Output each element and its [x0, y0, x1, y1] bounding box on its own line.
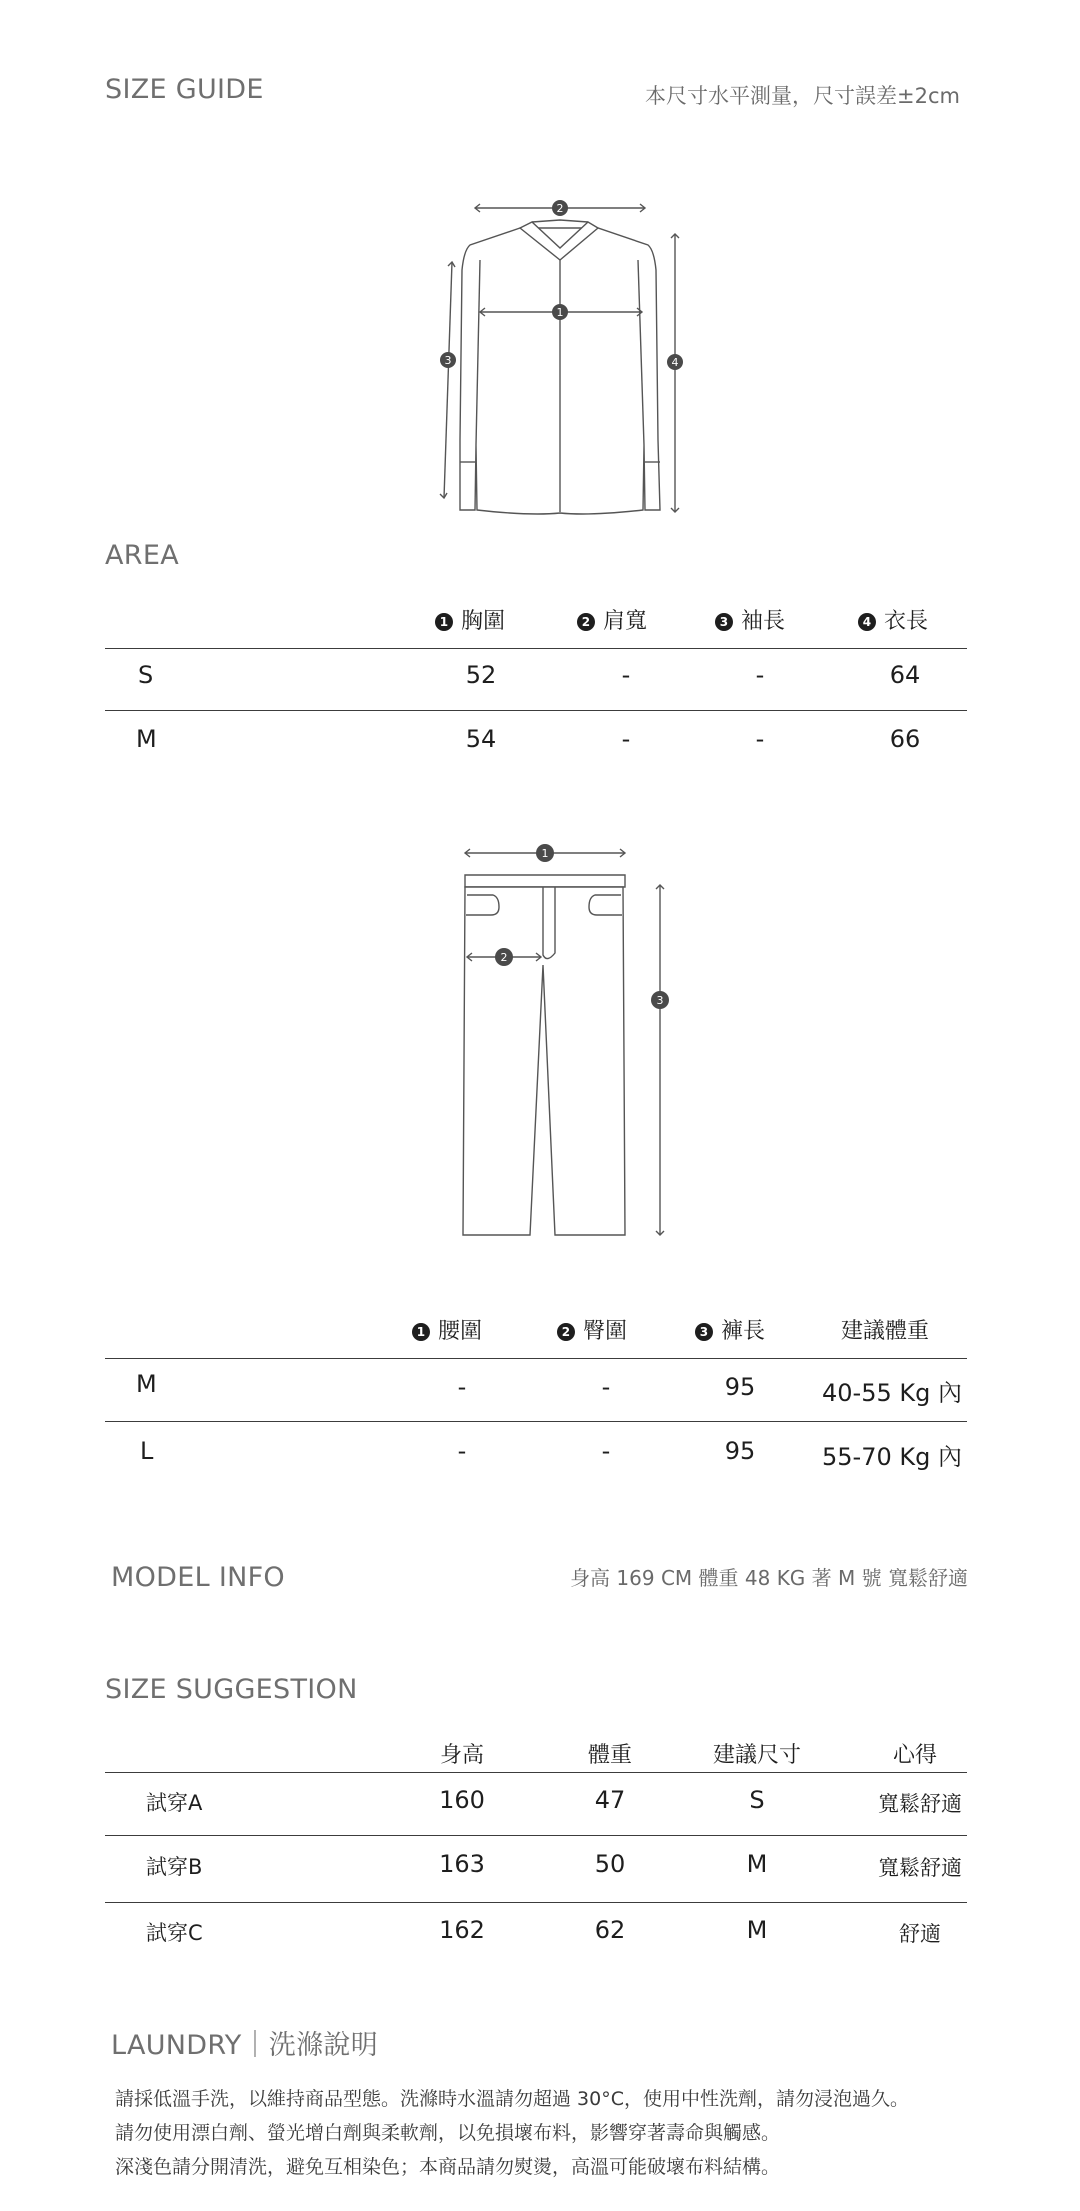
model-info-detail: 身高 169 CM 體重 48 KG 著 M 號 寬鬆舒適: [570, 1566, 968, 1590]
area-cell: 66: [889, 725, 921, 753]
svg-text:2: 2: [500, 951, 508, 964]
area-col-chest: 1 胸圍: [435, 604, 505, 635]
area-cell: -: [755, 661, 765, 689]
suggestion-divider: [105, 1772, 967, 1773]
laundry-line: 請勿使用漂白劑、螢光增白劑與柔軟劑，以免損壞布料，影響穿著壽命與觸感。: [115, 2122, 781, 2144]
suggestion-row-name: 試穿A: [146, 1791, 203, 1815]
area-col-sleeve: 3 袖長: [715, 604, 785, 635]
suggestion-cell: S: [749, 1786, 765, 1814]
pants-cell: 55-70 Kg 內: [822, 1443, 962, 1471]
area-divider: [105, 648, 967, 649]
svg-text:3: 3: [656, 994, 664, 1007]
laundry-line: 請採低溫手洗，以維持商品型態。洗滌時水溫請勿超過 30°C，使用中性洗劑，請勿浸泡過久。: [115, 2088, 909, 2110]
suggestion-cell: 寬鬆舒適: [878, 1792, 962, 1816]
pants-cell: -: [601, 1373, 611, 1401]
area-col-shoulder: 2 肩寬: [577, 604, 647, 635]
area-cell: 64: [889, 661, 921, 689]
model-info-title: MODEL INFO: [111, 1562, 285, 1593]
shirt-diagram: [430, 190, 690, 520]
svg-text:2: 2: [556, 202, 564, 215]
area-cell: -: [755, 725, 765, 753]
pants-row-size: M: [136, 1370, 157, 1398]
pants-cell: -: [457, 1373, 467, 1401]
area-col-length: 4 衣長: [858, 604, 928, 635]
size-suggestion-title: SIZE SUGGESTION: [105, 1674, 358, 1705]
suggestion-divider: [105, 1835, 967, 1836]
laundry-title: LAUNDRY｜洗滌說明: [111, 2030, 379, 2061]
size-guide-title: SIZE GUIDE: [105, 74, 264, 105]
suggestion-cell: 162: [439, 1916, 485, 1944]
suggestion-col-height: 身高: [439, 1743, 485, 1768]
pants-cell: 40-55 Kg 內: [822, 1379, 962, 1407]
suggestion-row-name: 試穿C: [146, 1921, 203, 1945]
pants-col-waist: 1 腰圍: [412, 1314, 482, 1345]
area-cell: -: [621, 725, 631, 753]
pants-col-hip: 2 臀圍: [557, 1314, 627, 1345]
pants-cell: -: [457, 1437, 467, 1465]
suggestion-cell: 160: [439, 1786, 485, 1814]
svg-text:4: 4: [671, 356, 679, 369]
pants-cell: -: [601, 1437, 611, 1465]
suggestion-cell: 47: [594, 1786, 626, 1814]
suggestion-row-name: 試穿B: [146, 1855, 203, 1879]
area-cell: 54: [465, 725, 497, 753]
suggestion-cell: 62: [594, 1916, 626, 1944]
area-title: AREA: [105, 540, 179, 571]
pants-col-weight: 建議體重: [840, 1319, 930, 1344]
pants-divider: [105, 1421, 967, 1422]
laundry-line: 深淺色請分開清洗，避免互相染色；本商品請勿熨燙，高溫可能破壞布料結構。: [115, 2156, 781, 2178]
suggestion-cell: M: [746, 1850, 768, 1878]
pants-cell: 95: [724, 1373, 756, 1401]
suggestion-cell: 163: [439, 1850, 485, 1878]
pants-col-length: 3 褲長: [695, 1314, 765, 1345]
svg-text:1: 1: [556, 306, 564, 319]
suggestion-col-comment: 心得: [892, 1743, 938, 1768]
svg-text:3: 3: [444, 354, 452, 367]
area-row-size: S: [138, 661, 154, 689]
area-cell: -: [621, 661, 631, 689]
suggestion-col-weight: 體重: [587, 1743, 633, 1768]
suggestion-cell: 寬鬆舒適: [878, 1856, 962, 1880]
pants-divider: [105, 1358, 967, 1359]
area-cell: 52: [465, 661, 497, 689]
area-row-size: M: [136, 725, 157, 753]
suggestion-cell: 50: [594, 1850, 626, 1878]
suggestion-divider: [105, 1902, 967, 1903]
pants-cell: 95: [724, 1437, 756, 1465]
pants-row-size: L: [140, 1437, 154, 1465]
area-divider: [105, 710, 967, 711]
pants-diagram: [455, 835, 690, 1245]
measurement-note: 本尺寸水平測量，尺寸誤差±2cm: [645, 84, 960, 108]
suggestion-cell: 舒適: [899, 1922, 941, 1946]
svg-text:1: 1: [541, 847, 549, 860]
suggestion-col-size: 建議尺寸: [712, 1743, 802, 1768]
suggestion-cell: M: [746, 1916, 768, 1944]
